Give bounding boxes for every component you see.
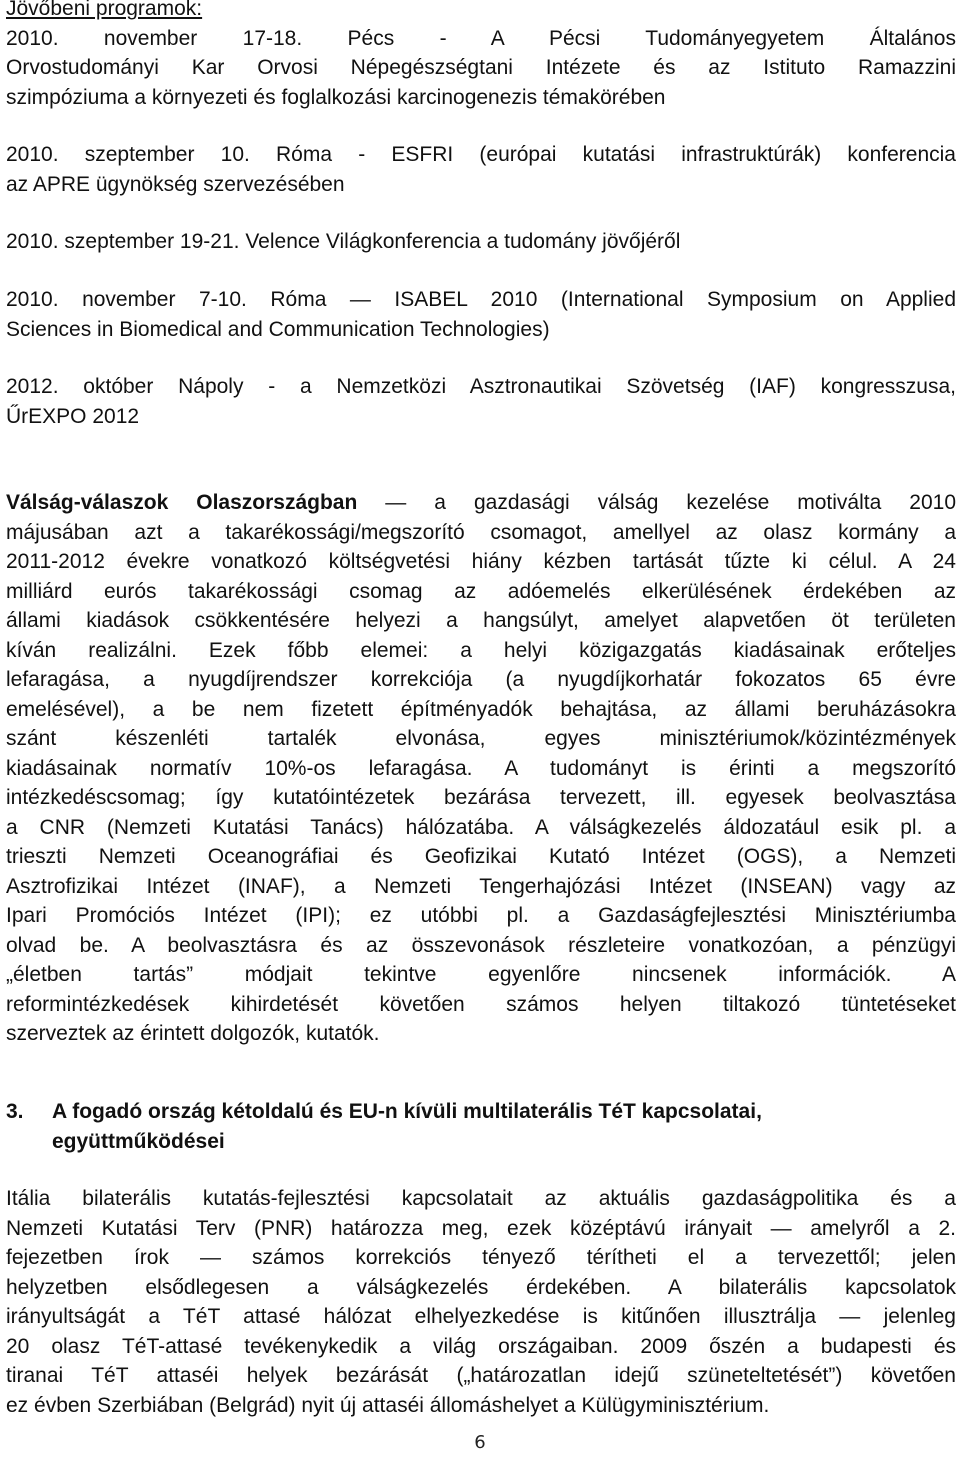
crisis-line: állami kiadások csökkentésére helyezi a hangsúlyt, amelyet alapvetően öt területen — [6, 609, 956, 632]
section-number: 3. — [6, 1100, 24, 1123]
program-5-line-1: 2012. október Nápoly - a Nemzetközi Asztronautikai Szövetség (IAF) kongresszusa, — [6, 375, 956, 398]
crisis-first-line — [6, 488, 956, 518]
program-5 — [6, 372, 956, 431]
crisis-line: reformintézkedések kihirdetését követően számos helyen tiltakozó tüntetéseket — [6, 992, 956, 1016]
section-3-line: Nemzeti Kutatási Terv (PNR) határozza meg, ezek középtávú irányait ― amelyről a 2. — [6, 1216, 956, 1240]
crisis-line: szerveztek az érintett dolgozók, kutatók. — [6, 1022, 380, 1045]
crisis-line: olvad be. A beolvasztásra és az összevonások részleteire vonatkozóan, a pénzügyi — [6, 933, 956, 957]
crisis-title: Válság-válaszok Olaszországban — [6, 491, 358, 514]
crisis-line: lefaragása, a nyugdíjrendszer korrekciója (a nyugdíjkorhatár fokozatos 65 évre — [6, 668, 956, 691]
document-page — [6, 0, 956, 1460]
page-number: 6 — [474, 1432, 486, 1453]
crisis-line: szánt készenléti tartalék elvonása, egyes minisztériumok/közintézmények — [6, 727, 956, 750]
section-title-line-2: együttműködései — [52, 1129, 225, 1153]
crisis-line: „életben tartás” módjait tekintve egyenlőre nincsenek információk. A — [6, 963, 956, 986]
section-title-line-1: A fogadó ország kétoldalú és EU-n kívüli multilaterális TéT kapcsolatai, — [52, 1100, 762, 1123]
section-3-heading — [6, 1097, 956, 1156]
program-2-line-1: 2010. szeptember 10. Róma - ESFRI (európai kutatási infrastruktúrák) konferencia — [6, 143, 956, 166]
program-1-line-2: Orvostudományi Kar Orvosi Népegészségtani Intézete és az Istituto Ramazzini — [6, 56, 956, 79]
program-4 — [6, 285, 956, 344]
program-1-line-3: szimpóziuma a környezeti és foglalkozási karcinogenezis témakörében — [6, 85, 666, 109]
crisis-line: Asztrofizikai Intézet (INAF), a Nemzeti Tengerhajózási Intézet (INSEAN) vagy az — [6, 874, 956, 898]
program-1-line-1: 2010. november 17-18. Pécs - A Pécsi Tudományegyetem Általános — [6, 26, 956, 50]
crisis-paragraph — [6, 488, 956, 1049]
crisis-line: 2011-2012 évekre vonatkozó költségvetési hiány kézben tartását tűzte ki célul. A 24 — [6, 550, 956, 573]
crisis-first-line-text: ― a gazdasági válság kezelése motiválta 2010 — [385, 491, 956, 514]
section-3-line: tiranai TéT attaséi helyek bezárását („határozatlan idejű szüneteltetését”) követően — [6, 1364, 956, 1387]
crisis-line: kíván realizálni. Ezek főbb elemei: a helyi közigazgatás kiadásainak erőteljes — [6, 638, 956, 662]
crisis-line: májusában azt a takarékossági/megszorító csomagot, amellyel az olasz kormány a — [6, 520, 956, 544]
program-4-line-2: Sciences in Biomedical and Communication Technologies) — [6, 317, 550, 341]
crisis-line: intézkedéscsomag; így kutatóintézetek bezárása tervezett, ill. egyesek beolvasztása — [6, 786, 956, 809]
section-3-line: 20 olasz TéT-attasé tevékenykedik a világ országaiban. 2009 őszén a budapesti és — [6, 1334, 956, 1358]
crisis-line: a CNR (Nemzeti Kutatási Tanács) hálózatába. A válságkezelés áldozatául esik pl. a — [6, 815, 956, 839]
crisis-line: kiadásainak normatív 10%-os lefaragása. A tudományt is érinti a megszorító — [6, 756, 956, 780]
programs-heading: Jövőbeni programok: — [6, 0, 203, 20]
section-3-line: fejezetben írok ― számos korrekciós tényező térítheti el a tervezettől; jelen — [6, 1246, 956, 1269]
crisis-line: emelésével), a be nem fizetett építményadók behajtása, az állami beruházásokra — [6, 697, 956, 721]
program-5-line-2: ŰrEXPO 2012 — [6, 404, 140, 428]
crisis-line: trieszti Nemzeti Oceanográfiai és Geofizikai Kutató Intézet (OGS), a Nemzeti — [6, 845, 956, 868]
program-2 — [6, 140, 956, 199]
section-3-line: helyzetben elsődlegesen a válságkezelés érdekében. A bilaterális kapcsolatok — [6, 1275, 956, 1299]
program-4-line-1: 2010. november 7-10. Róma ― ISABEL 2010 (International Symposium on Applied — [6, 288, 956, 311]
section-3-line: ez évben Szerbiában (Belgrád) nyit új attaséi állomáshelyet a Külügyminisztérium. — [6, 1393, 770, 1417]
section-3-line: Itália bilaterális kutatás-fejlesztési kapcsolatait az aktuális gazdaságpolitika és a — [6, 1187, 956, 1210]
section-3-line: irányultságát a TéT attasé hálózat elhelyezkedése is kitűnően illusztrálja ― jelenleg — [6, 1305, 956, 1328]
section-3-paragraph — [6, 1184, 956, 1420]
program-2-line-2: az APRE ügynökség szervezésében — [6, 172, 345, 196]
programs-section — [6, 0, 956, 112]
crisis-line: Ipari Promóciós Intézet (IPI); ez utóbbi pl. a Gazdaságfejlesztési Minisztériumba — [6, 904, 956, 927]
program-3-line-1: 2010. szeptember 19-21. Velence Világkonferencia a tudomány jövőjéről — [6, 230, 681, 253]
crisis-line: milliárd eurós takarékossági csomag az adóemelés elkerülésének érdekében az — [6, 579, 956, 603]
program-3 — [6, 227, 956, 257]
